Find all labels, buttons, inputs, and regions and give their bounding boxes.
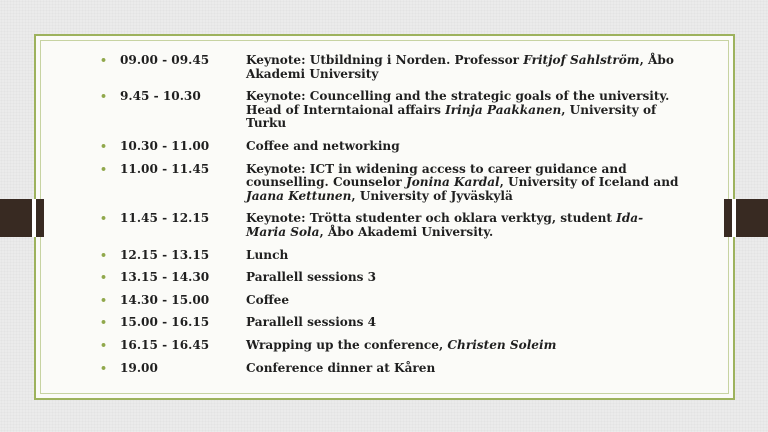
description-text: Wrapping up the conference, <box>246 337 448 352</box>
speaker-name: Christen Soleim <box>447 337 557 352</box>
description-text: , University of Turku <box>246 102 657 131</box>
bullet-icon: • <box>100 248 108 262</box>
schedule-description <box>246 362 680 376</box>
speaker-name: Jonina Kardal <box>406 175 500 190</box>
description-text: Keynote: ICT in widening access to career guidance and counselling. Counselor <box>246 161 627 190</box>
speaker-name: Irinja Paakkanen <box>445 102 562 117</box>
schedule-time: 9.45 - 10.30 <box>120 89 201 104</box>
schedule-description <box>246 90 680 131</box>
schedule-description <box>246 316 680 330</box>
schedule-item <box>100 316 680 330</box>
bullet-icon: • <box>100 139 108 153</box>
schedule-item <box>100 271 680 285</box>
schedule-time: 12.15 - 13.15 <box>120 247 210 262</box>
schedule-time: 15.00 - 16.15 <box>120 315 210 330</box>
schedule-item <box>100 362 680 376</box>
bullet-icon: • <box>100 361 108 375</box>
schedule-item <box>100 140 680 154</box>
bullet-icon: • <box>100 54 108 67</box>
description-text: , University of Jyväskylä <box>351 188 513 203</box>
description-text: Parallell sessions 3 <box>246 270 377 285</box>
schedule-time: 11.00 - 11.45 <box>120 161 210 176</box>
schedule-description <box>246 212 680 239</box>
schedule-item <box>100 212 680 239</box>
bullet-icon: • <box>100 316 108 330</box>
schedule-list <box>100 54 680 384</box>
schedule-time: 16.15 - 16.45 <box>120 337 210 352</box>
schedule-item <box>100 249 680 263</box>
bullet-icon: • <box>100 293 108 307</box>
bullet-icon: • <box>100 338 108 352</box>
schedule-time: 13.15 - 14.30 <box>120 270 210 285</box>
description-text: Coffee <box>246 292 290 307</box>
schedule-description <box>246 271 680 285</box>
description-text: , Åbo Akademi University. <box>319 224 494 239</box>
schedule-time: 14.30 - 15.00 <box>120 292 210 307</box>
speaker-name: Fritjof Sahlström <box>523 53 640 67</box>
speaker-name: Ida-Maria Sola <box>246 211 644 239</box>
schedule-item <box>100 339 680 353</box>
schedule-item <box>100 90 680 131</box>
schedule-item <box>100 163 680 204</box>
schedule-description <box>246 54 680 81</box>
right-side-tab <box>724 199 768 237</box>
description-text: Parallell sessions 4 <box>246 315 377 330</box>
right-tab-stripe <box>732 199 736 237</box>
schedule-item <box>100 294 680 308</box>
description-text: , University of Iceland and <box>499 175 679 190</box>
schedule-description <box>246 339 680 353</box>
schedule-time: 11.45 - 12.15 <box>120 211 210 226</box>
schedule-time: 10.30 - 11.00 <box>120 138 210 153</box>
description-text: Conference dinner at Kåren <box>246 360 436 375</box>
schedule-item <box>100 54 680 81</box>
description-text: Keynote: Utbildning i Norden. Professor <box>246 53 524 67</box>
description-text: , Åbo Akademi University <box>246 53 674 81</box>
description-text: Lunch <box>246 247 289 262</box>
left-side-tab <box>0 199 44 237</box>
left-tab-stripe <box>32 199 36 237</box>
schedule-description <box>246 140 680 154</box>
description-text: Keynote: Trötta studenter och oklara verktyg, student <box>246 211 617 226</box>
bullet-icon: • <box>100 162 108 176</box>
schedule-time: 09.00 - 09.45 <box>120 53 210 67</box>
description-text: Coffee and networking <box>246 138 400 153</box>
bullet-icon: • <box>100 271 108 285</box>
schedule-description <box>246 249 680 263</box>
speaker-name: Jaana Kettunen <box>246 188 352 203</box>
bullet-icon: • <box>100 212 108 226</box>
schedule-time: 19.00 <box>120 360 158 375</box>
schedule-description <box>246 294 680 308</box>
bullet-icon: • <box>100 90 108 104</box>
description-text: Keynote: Councelling and the strategic goals of the university. Head of Interntaional affairs <box>246 89 670 117</box>
schedule-description <box>246 163 680 204</box>
